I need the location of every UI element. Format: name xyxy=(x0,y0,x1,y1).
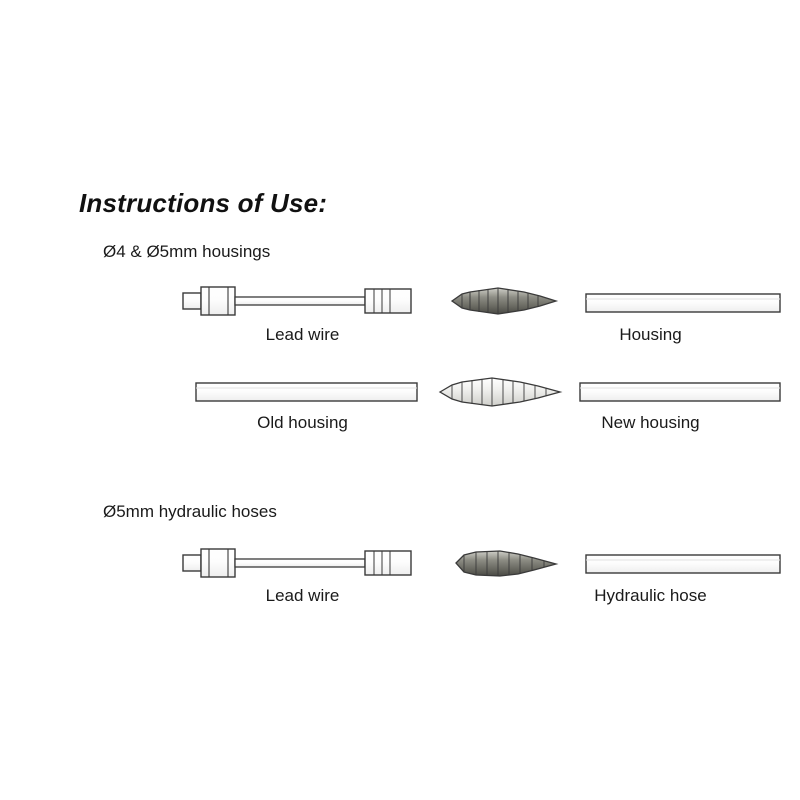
caption-lead-wire-1: Lead wire xyxy=(265,325,340,344)
part-housing-tube xyxy=(586,294,780,312)
caption-old-housing: Old housing xyxy=(257,413,348,432)
part-lead-wire-with-ferrule-1 xyxy=(183,287,411,315)
part-tapered-connector-dark xyxy=(452,288,556,314)
part-tapered-connector-short xyxy=(456,551,556,576)
section-heading-housings: Ø4 & Ø5mm housings xyxy=(103,242,271,261)
part-tapered-connector-light xyxy=(440,378,560,406)
part-old-housing-tube xyxy=(196,383,417,401)
caption-new-housing: New housing xyxy=(601,413,700,432)
part-lead-wire-with-ferrule-2 xyxy=(183,549,411,577)
caption-lead-wire-2: Lead wire xyxy=(265,586,340,605)
caption-hydraulic-hose: Hydraulic hose xyxy=(594,586,707,605)
section-heading-hydraulic: Ø5mm hydraulic hoses xyxy=(103,502,277,521)
caption-housing: Housing xyxy=(619,325,682,344)
part-new-housing-tube xyxy=(580,383,780,401)
part-hydraulic-hose-tube xyxy=(586,555,780,573)
page-title: Instructions of Use: xyxy=(79,188,328,218)
